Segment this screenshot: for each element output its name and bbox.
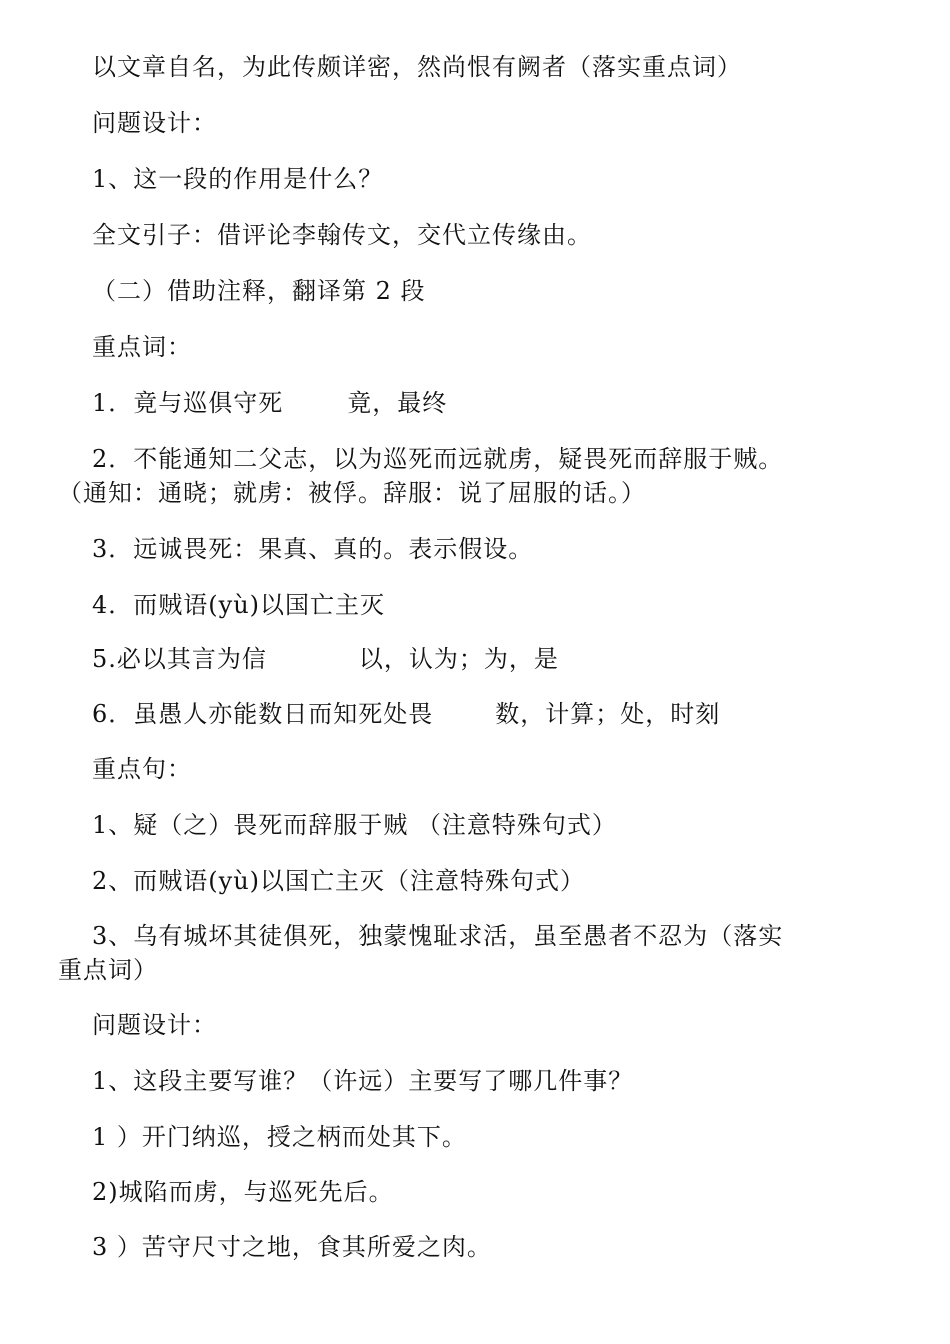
list-item: 2)城陷而虏，与巡死先后。 [92,1178,394,1206]
vocab-item [92,642,559,676]
sentence-item: 1、疑（之）畏死而辞服于贼 （注意特殊句式） [92,811,617,839]
section-heading: （二）借助注释，翻译第 2 段 [92,277,426,305]
vocab-item: 4．而贼语(yù)以国亡主灭 [92,591,386,619]
answer-line: 全文引子：借评论李翰传文，交代立传缘由。 [92,221,592,249]
vocab-phrase: 1．竟与巡俱守死 [92,389,284,417]
list-item: 3 ）苦守尺寸之地，食其所爱之肉。 [92,1233,492,1261]
sentence-item: 3、乌有城坏其徒俱死，独蒙愧耻求活，虽至愚者不忍为（落实 [92,922,784,950]
vocab-note: （通知：通晓；就虏：被俘。辞服：说了屈服的话。） [58,479,646,507]
sentence-item-continued: 重点词） [58,956,158,984]
vocab-phrase: 6．虽愚人亦能数日而知死处畏 [92,700,434,728]
section-heading: 问题设计： [92,1011,217,1039]
section-heading: 问题设计： [92,109,217,137]
question-line: 1、这一段的作用是什么？ [92,165,384,193]
vocab-meaning: 竟，最终 [347,389,448,417]
text-line: 以文章自名，为此传颇详密，然尚恨有阙者（落实重点词） [92,53,742,81]
vocab-item: 2．不能通知二父志，以为巡死而远就虏，疑畏死而辞服于贼。 [92,445,784,473]
vocab-phrase: 5.必以其言为信 [92,645,267,673]
vocab-item [92,386,447,420]
section-heading: 重点句： [92,755,192,783]
question-line: 1、这段主要写谁？（许远）主要写了哪几件事？ [92,1067,634,1095]
vocab-meaning: 数，计算；处，时刻 [495,700,721,728]
section-heading: 重点词： [92,333,192,361]
sentence-item: 2、而贼语(yù)以国亡主灭（注意特殊句式） [92,867,586,895]
list-item: 1 ）开门纳巡，授之柄而处其下。 [92,1123,467,1151]
vocab-meaning: 以，认为；为，是 [358,645,559,673]
vocab-item: 3．远诚畏死：果真、真的。表示假设。 [92,535,534,563]
vocab-item [92,697,720,731]
